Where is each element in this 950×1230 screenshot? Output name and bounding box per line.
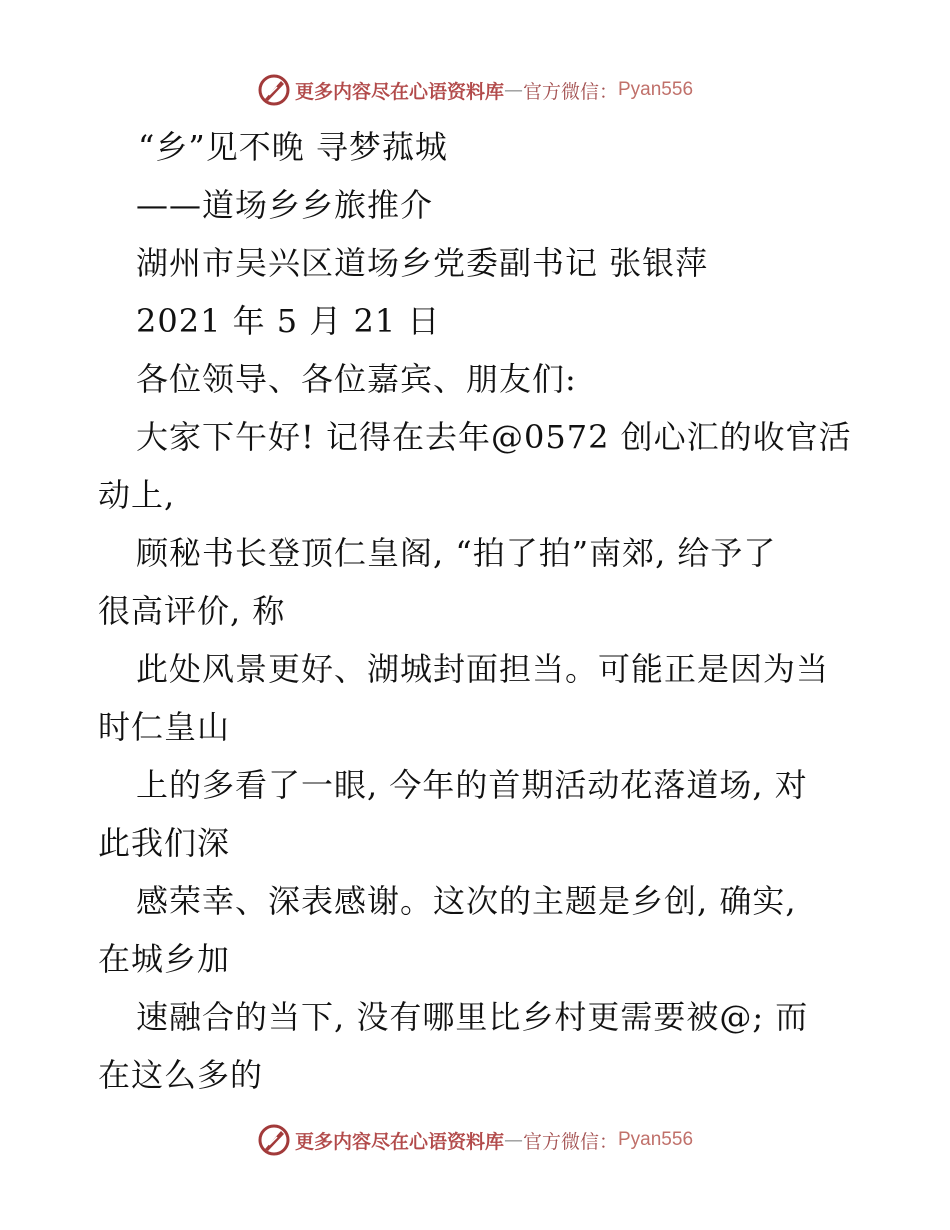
banner-separator: — bbox=[503, 1129, 523, 1151]
banner-wechat-label: 官方微信： bbox=[522, 1130, 618, 1153]
paragraph-line: 时仁皇山 bbox=[98, 708, 231, 746]
quill-seal-logo-icon bbox=[257, 73, 291, 107]
document-title: “乡”见不晚 寻梦菰城 bbox=[138, 128, 448, 166]
paragraph-line: 大家下午好! 记得在去年@0572 创心汇的收官活 bbox=[136, 418, 852, 456]
banner-wechat-id: Pyan556 bbox=[618, 1129, 694, 1150]
quill-seal-logo-icon bbox=[257, 1123, 291, 1157]
paragraph-line: 感荣幸、深表感谢。这次的主题是乡创, 确实, bbox=[136, 882, 797, 920]
paragraph-line: 在城乡加 bbox=[98, 940, 231, 978]
banner-wechat-id: Pyan556 bbox=[618, 79, 694, 100]
banner-text: 更多内容尽在心语资料库 bbox=[294, 1130, 504, 1153]
paragraph-line: 在这么多的 bbox=[98, 1056, 264, 1094]
footer-watermark-banner bbox=[0, 1120, 950, 1160]
paragraph-line: 顾秘书长登顶仁皇阁, “拍了拍”南郊, 给予了 bbox=[136, 534, 777, 572]
paragraph-line: 动上, bbox=[98, 476, 176, 514]
paragraph-line: 上的多看了一眼, 今年的首期活动花落道场, 对 bbox=[136, 766, 808, 804]
header-watermark-banner bbox=[0, 70, 950, 110]
document-body bbox=[98, 118, 858, 1104]
paragraph-line: 此我们深 bbox=[98, 824, 231, 862]
paragraph-line: 很高评价, 称 bbox=[98, 592, 286, 630]
document-date: 2021 年 5 月 21 日 bbox=[136, 302, 441, 340]
paragraph-line: 速融合的当下, 没有哪里比乡村更需要被@; 而 bbox=[136, 998, 809, 1036]
document-salutation: 各位领导、各位嘉宾、朋友们: bbox=[136, 360, 577, 398]
banner-separator: — bbox=[503, 79, 523, 101]
document-subtitle: ——道场乡乡旅推介 bbox=[136, 186, 434, 224]
banner-text: 更多内容尽在心语资料库 bbox=[294, 80, 504, 103]
document-author: 湖州市吴兴区道场乡党委副书记 张银萍 bbox=[136, 244, 709, 282]
banner-wechat-label: 官方微信： bbox=[522, 80, 618, 103]
paragraph-line: 此处风景更好、湖城封面担当。可能正是因为当 bbox=[136, 650, 830, 688]
